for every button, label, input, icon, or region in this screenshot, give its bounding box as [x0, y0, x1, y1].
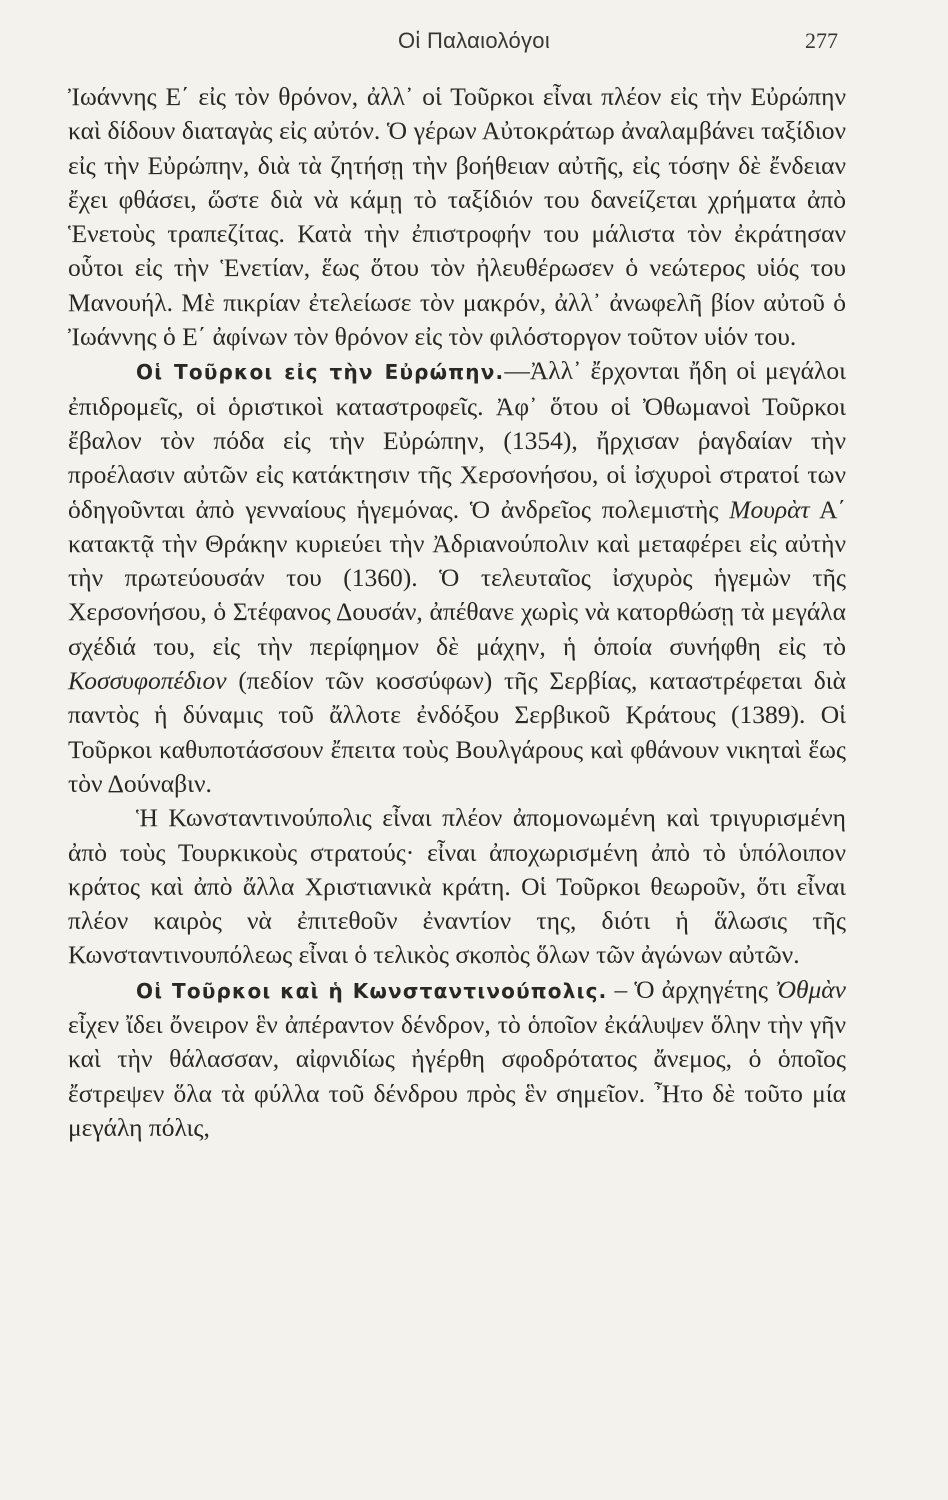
section-text: Α΄ κατακτᾷ τὴν Θράκην κυριεύει τὴν Ἀδριανούπολιν καὶ μεταφέρει εἰς αὐτὴν τὴν πρωτεύουσάν του (1360). Ὁ τελευταῖος ἰσχυρὸς ἡγεμὼν τῆς Χερσονήσου, ὁ Στέφανος Δουσάν, ἀπέθανε χωρὶς νὰ κατορθώσῃ τὰ μεγάλα σχέδιά του, εἰς τὴν περίφημον δὲ μάχην, ἡ ὁποία συνήφθη εἰς τὸ — [68, 494, 846, 661]
section-turks-in-europe — [68, 354, 846, 801]
section-turks-and-constantinople — [68, 973, 846, 1145]
body-text — [68, 80, 846, 1145]
paragraph-text: Ἰωάννης Ε΄ εἰς τὸν θρόνον, ἀλλ᾿ οἱ Τοῦρκοι εἶναι πλέον εἰς τὴν Εὐρώπην καὶ δίδουν διαταγὰς εἰς αὐτόν. Ὁ γέρων Αὐτοκράτωρ ἀναλαμβάνει ταξίδιον εἰς τὴν Εὐρώπην, διὰ τὰ ζητήσῃ τὴν βοήθειαν αὐτῆς, εἰς τόσην δὲ ἔνδειαν ἔχει φθάσει, ὥστε διὰ νὰ κάμῃ τὸ ταξίδιόν του δανείζεται χρήματα ἀπὸ Ἑνετοὺς τραπεζίτας. Κατὰ τὴν ἐπιστροφήν του μάλιστα τὸν ἐκράτησαν οὗτοι εἰς τὴν Ἑνετίαν, ἕως ὅτου τὸν ἠλευθέρωσεν ὁ νεώτερος υἱός του Μανουήλ. Μὲ πικρίαν ἐτελείωσε τὸν μακρόν, ἀλλ᾿ ἀνωφελῆ βίον αὐτοῦ ὁ Ἰωάννης ὁ Ε΄ ἀφίνων τὸν θρόνον εἰς τὸν φιλόστοργον τοῦτον υἱόν του. — [68, 82, 846, 352]
page-number: 277 — [805, 28, 838, 53]
section-text: εἶχεν ἴδει ὄνειρον ἓν ἀπέραντον δένδρον, τὸ ὁποῖον ἐκάλυψεν ὅλην τὴν γῆν καὶ τὴν θάλασσαν, αἰφνιδίως ἠγέρθη σφοδρότατος ἄνεμος, ὁ ὁποῖος ἔστρεψεν ὅλα τὰ φύλλα τοῦ δένδρου πρὸς ἓν σημεῖον. Ἦτο δὲ τοῦτο μία μεγάλη πόλις, — [68, 1010, 846, 1142]
section-text: – Ὁ ἀρχηγέτης — [607, 974, 776, 1004]
section-text: (πεδίον τῶν κοσσύφων) τῆς Σερβίας, καταστρέφεται διὰ παντὸς ἡ δύναμις τοῦ ἄλλοτε ἐνδόξου Σερβικοῦ Κράτους (1389). Οἱ Τοῦρκοι καθυποτάσσουν ἔπειτα τοὺς Βουλγάρους καὶ φθάνουν νικηταὶ ἕως τὸν Δούναβιν. — [68, 666, 846, 798]
paragraph-constantinople-isolated — [68, 801, 846, 972]
section-heading-turks-in-europe: Οἱ Τοῦρκοι εἰς τὴν Εὐρώπην. — [136, 360, 505, 385]
section-text: —Ἀλλ᾿ ἔρχονται ἤδη οἱ μεγάλοι ἐπιδρομεῖς, οἱ ὁριστικοὶ καταστροφεῖς. Ἀφ᾿ ὅτου οἱ Ὀθωμανοὶ Τοῦρκοι ἔβαλον τὸν πόδα εἰς τὴν Εὐρώπην, (1354), ἤρχισαν ῥαγδαίαν τὴν προέλασιν αὐτῶν εἰς κατάκτησιν τῆς Χερσονήσου, οἱ ἰσχυροὶ στρατοί των ὁδηγοῦνται ἀπὸ γενναίους ἡγεμόνας. Ὁ ἀνδρεῖος πολεμιστὴς — [68, 356, 846, 524]
running-title: Οἱ Παλαιολόγοι — [397, 28, 551, 53]
paragraph-text: Ἡ Κωνσταντινούπολις εἶναι πλέον ἀπομονωμένη καὶ τριγυρισμένη ἀπὸ τοὺς Τουρκικοὺς στρατούς· εἶναι ἀποχωρισμένη ἀπὸ τὸ ὑπόλοιπον κράτος καὶ ἀπὸ ἄλλα Χριστιανικὰ κράτη. Οἱ Τοῦρκοι θεωροῦν, ὅτι εἶναι πλέον καιρὸς νὰ ἐπιτεθοῦν ἐναντίον της, διότι ἡ ἅλωσις τῆς Κωνσταντινουπόλεως εἶναι ὁ τελικὸς σκοπὸς ὅλων τῶν ἀγώνων αὐτῶν. — [68, 803, 846, 970]
section-heading-turks-and-constantinople: Οἱ Τοῦρκοι καὶ ἡ Κωνσταντινούπολις. — [136, 978, 608, 1003]
running-header — [0, 28, 948, 64]
paragraph-continuation — [68, 80, 846, 354]
italic-name-murad: Μουρὰτ — [729, 494, 810, 524]
italic-name-kosovo: Κοσσυφοπέδιον — [68, 666, 227, 696]
italic-name-osman: Ὀθμὰν — [775, 974, 846, 1004]
